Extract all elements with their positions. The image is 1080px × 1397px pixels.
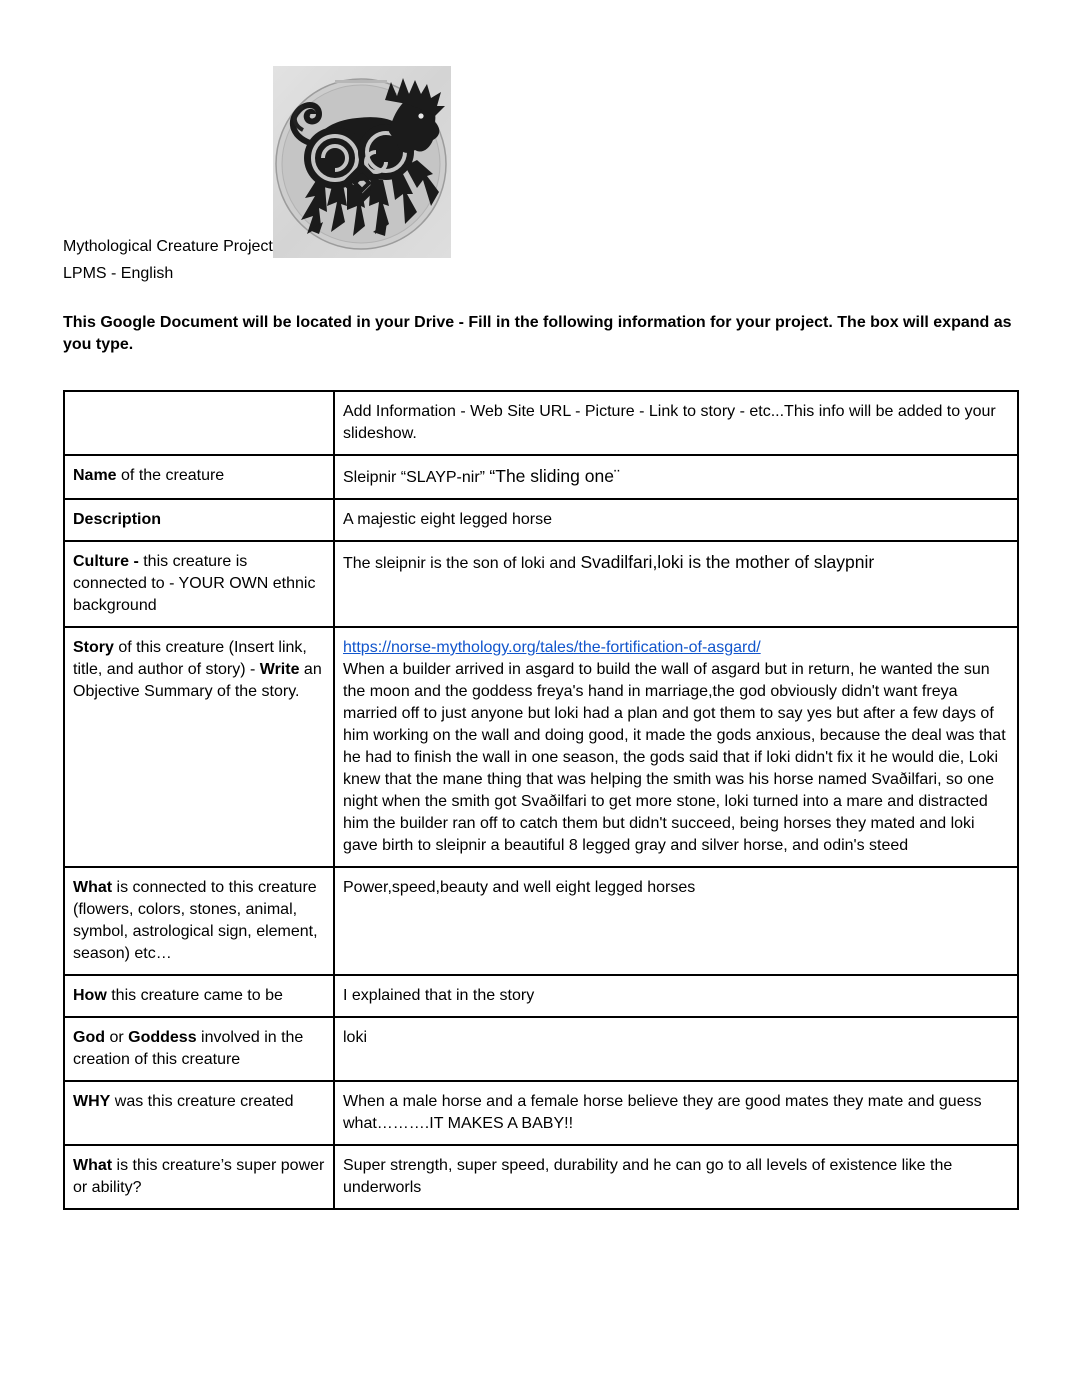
info-table-body (64, 391, 1018, 1209)
text-segment: WHY (73, 1093, 111, 1110)
text-segment: Description (73, 511, 162, 528)
text-segment: Write (259, 661, 300, 678)
table-row (64, 1017, 1018, 1081)
text-segment: this creature came to be (106, 987, 283, 1004)
text-segment: is this creature’s super power or ability? (73, 1157, 325, 1196)
text-segment: A majestic eight legged horse (343, 511, 553, 528)
paragraph (343, 659, 1009, 857)
paragraph (343, 1027, 1009, 1049)
paragraph (343, 401, 1009, 445)
row-label (64, 1081, 334, 1145)
row-value (334, 391, 1018, 455)
info-table (63, 390, 1019, 1210)
row-value (334, 627, 1018, 867)
story-link[interactable]: https://norse-mythology.org/tales/the-fortification-of-asgard/ (343, 639, 761, 656)
text-segment: Add Information - Web Site URL - Picture - Link to story - etc...This info will be added to your slideshow. (343, 403, 996, 442)
text-segment: Goddess (128, 1029, 197, 1046)
row-value (334, 1145, 1018, 1209)
text-segment: How (73, 987, 107, 1004)
text-segment: Story (73, 639, 114, 656)
paragraph (343, 877, 1009, 899)
row-label (64, 975, 334, 1017)
paragraph (343, 465, 1009, 489)
title-line (63, 66, 1017, 258)
text-segment: or (105, 1029, 129, 1046)
text-segment: of this creature (Insert link, title, and author of story) - (73, 639, 307, 678)
paragraph (343, 985, 1009, 1007)
text-segment: an Objective Summary of the story. (73, 661, 322, 700)
text-segment: “The sliding one¨ (489, 466, 620, 486)
row-label (64, 541, 334, 627)
text-segment: What (73, 1157, 113, 1174)
intro-text: This Google Document will be located in your Drive - Fill in the following information for your project. The box will expand as you type. (63, 314, 1012, 353)
text-segment: Super strength, super speed, durability and he can go to all levels of existence like the underworls (343, 1157, 953, 1196)
paragraph (343, 1155, 1009, 1199)
table-row (64, 391, 1018, 455)
text-segment: Culture - (73, 553, 144, 570)
row-value (334, 1081, 1018, 1145)
text-segment: When a male horse and a female horse believe they are good mates they mate and guess what……….IT MAKES A BABY!! (343, 1093, 982, 1132)
row-label (64, 455, 334, 499)
row-value (334, 1017, 1018, 1081)
text-segment: Svadilfari,loki is the mother of slaypnir (580, 552, 875, 572)
paragraph (343, 1091, 1009, 1135)
table-row (64, 541, 1018, 627)
text-segment: loki (343, 1029, 368, 1046)
row-label (64, 627, 334, 867)
text-segment: I explained that in the story (343, 987, 535, 1004)
text-segment: is connected to this creature (flowers, colors, stones, animal, symbol, astrological sign, element, season) etc… (73, 879, 318, 962)
text-segment: of the creature (116, 467, 225, 484)
text-segment: this creature is connected to - YOUR OWN ethnic background (73, 553, 316, 614)
row-label (64, 1017, 334, 1081)
page-subtitle: LPMS - English (63, 265, 174, 282)
row-value (334, 455, 1018, 499)
row-value (334, 499, 1018, 541)
row-value (334, 541, 1018, 627)
row-label (64, 391, 334, 455)
table-row (64, 627, 1018, 867)
text-segment: God (73, 1029, 105, 1046)
text-segment: Power,speed,beauty and well eight legged horses (343, 879, 696, 896)
table-row (64, 1081, 1018, 1145)
row-label (64, 1145, 334, 1209)
sleipnir-celtic-horse-icon (273, 66, 451, 258)
table-row (64, 1145, 1018, 1209)
text-segment: When a builder arrived in asgard to build the wall of asgard but in return, he wanted the sun the moon and the goddess freya's hand in marriage,the god obviously didn't want freya married off to just anyone but loki had a plan and got them to say yes but after a few days of him working on the wall and doing good, it made the gods anxious, because the deal was that he had to finish the wall in one season, the gods said that if loki didn't fix it he would die, Loki knew that the mane thing that was helping the smith was his horse named Svaðilfari, so one night when the smith got Svaðilfari to get more stone, loki turned into a mare and distracted him the builder ran off to catch them but didn't succeed, being horses they mated and loki gave birth to sleipnir a beautiful 8 legged gray and silver horse, and odin's steed (343, 661, 1006, 854)
row-label (64, 867, 334, 975)
paragraph (343, 551, 1009, 575)
table-row (64, 455, 1018, 499)
table-row (64, 975, 1018, 1017)
table-row (64, 867, 1018, 975)
page-title: Mythological Creature Project (63, 238, 273, 255)
paragraph (343, 509, 1009, 531)
text-segment: Name (73, 467, 117, 484)
row-value (334, 867, 1018, 975)
text-segment: was this creature created (110, 1093, 294, 1110)
table-row (64, 499, 1018, 541)
text-segment: involved in the creation of this creature (73, 1029, 304, 1068)
sleipnir-horse-image (273, 66, 451, 258)
paragraph (343, 637, 1009, 659)
text-segment: What (73, 879, 113, 896)
text-segment: Sleipnir “SLAYP-nir” (343, 469, 490, 486)
text-segment: The sleipnir is the son of loki and (343, 555, 581, 572)
row-value (334, 975, 1018, 1017)
row-label (64, 499, 334, 541)
